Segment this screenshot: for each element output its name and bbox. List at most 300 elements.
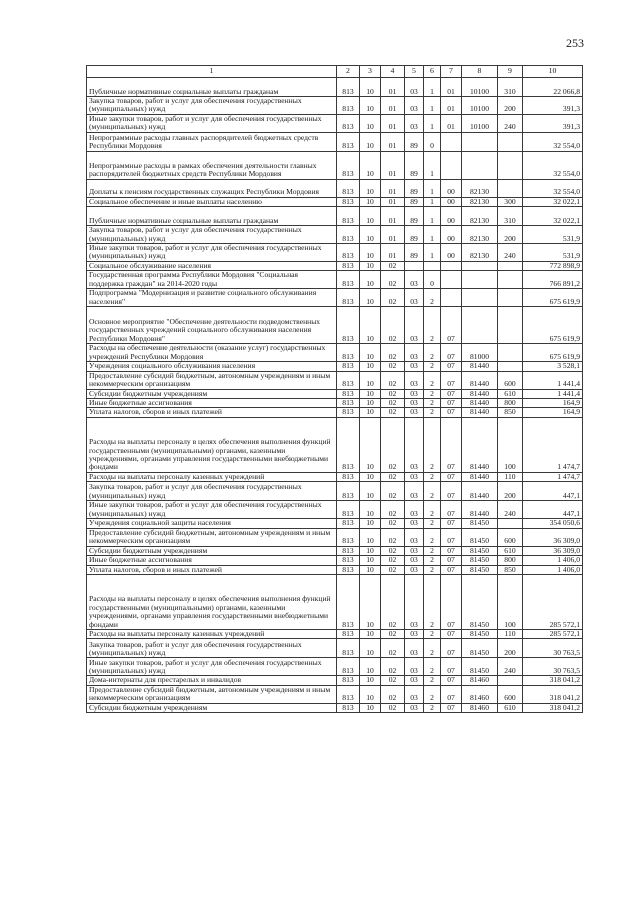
expense-type-code: 610 bbox=[498, 703, 523, 712]
subprogram-code: 2 bbox=[424, 629, 441, 638]
column-header: 7 bbox=[441, 66, 462, 78]
amount-value: 675 619,9 bbox=[523, 344, 583, 362]
table-row bbox=[87, 244, 583, 262]
expense-type-code bbox=[498, 261, 523, 270]
direction-code bbox=[462, 307, 498, 344]
direction-code: 81460 bbox=[462, 703, 498, 712]
row-label: Государственная программа Республики Мордовия "Социальная поддержка граждан" на 2014-2020 годы bbox=[87, 271, 337, 289]
program-code: 03 bbox=[405, 629, 424, 638]
direction-code: 81440 bbox=[462, 408, 498, 417]
activity-code: 00 bbox=[441, 226, 462, 244]
expense-type-code bbox=[498, 344, 523, 362]
subsection-code: 01 bbox=[381, 97, 405, 115]
direction-code: 81440 bbox=[462, 362, 498, 371]
expense-type-code: 310 bbox=[498, 78, 523, 97]
admin-code: 813 bbox=[337, 207, 360, 226]
direction-code: 81460 bbox=[462, 685, 498, 703]
activity-code: 00 bbox=[441, 207, 462, 226]
expense-type-code bbox=[498, 289, 523, 307]
amount-value: 675 619,9 bbox=[523, 307, 583, 344]
subsection-code: 02 bbox=[381, 501, 405, 519]
column-header: 6 bbox=[424, 66, 441, 78]
activity-code bbox=[441, 261, 462, 270]
amount-value: 318 041,2 bbox=[523, 685, 583, 703]
expense-type-code bbox=[498, 362, 523, 371]
activity-code: 07 bbox=[441, 703, 462, 712]
program-code: 89 bbox=[405, 226, 424, 244]
column-header: 9 bbox=[498, 66, 523, 78]
section-code: 10 bbox=[360, 658, 381, 676]
subsection-code: 02 bbox=[381, 565, 405, 574]
admin-code: 813 bbox=[337, 556, 360, 565]
expense-type-code: 240 bbox=[498, 244, 523, 262]
table-row bbox=[87, 629, 583, 638]
admin-code: 813 bbox=[337, 244, 360, 262]
subsection-code: 02 bbox=[381, 371, 405, 389]
subsection-code: 01 bbox=[381, 78, 405, 97]
table-row bbox=[87, 565, 583, 574]
admin-code: 813 bbox=[337, 197, 360, 206]
amount-value: 391,3 bbox=[523, 114, 583, 132]
row-label: Доплаты к пенсиям государственных служащих Республики Мордовия bbox=[87, 179, 337, 197]
activity-code: 07 bbox=[441, 685, 462, 703]
activity-code: 01 bbox=[441, 97, 462, 115]
section-code: 10 bbox=[360, 371, 381, 389]
subprogram-code: 0 bbox=[424, 132, 441, 151]
admin-code: 813 bbox=[337, 226, 360, 244]
admin-code: 813 bbox=[337, 565, 360, 574]
subprogram-code: 2 bbox=[424, 362, 441, 371]
table-row bbox=[87, 362, 583, 371]
subsection-code: 02 bbox=[381, 574, 405, 629]
activity-code bbox=[441, 271, 462, 289]
section-code: 10 bbox=[360, 519, 381, 528]
table-row bbox=[87, 574, 583, 629]
section-code: 10 bbox=[360, 344, 381, 362]
activity-code: 00 bbox=[441, 244, 462, 262]
section-code: 10 bbox=[360, 151, 381, 179]
row-label: Закупка товаров, работ и услуг для обеспечения государственных (муниципальных) нужд bbox=[87, 482, 337, 501]
subsection-code: 02 bbox=[381, 344, 405, 362]
row-label: Предоставление субсидий бюджетным, автономным учреждениям и иным некоммерческим организациям bbox=[87, 685, 337, 703]
table-row bbox=[87, 197, 583, 206]
subsection-code: 02 bbox=[381, 676, 405, 685]
subsection-code: 02 bbox=[381, 629, 405, 638]
subprogram-code bbox=[424, 261, 441, 270]
admin-code: 813 bbox=[337, 574, 360, 629]
program-code: 03 bbox=[405, 658, 424, 676]
subprogram-code: 2 bbox=[424, 289, 441, 307]
amount-value: 354 050,6 bbox=[523, 519, 583, 528]
column-header: 10 bbox=[523, 66, 583, 78]
direction-code: 10100 bbox=[462, 78, 498, 97]
admin-code: 813 bbox=[337, 399, 360, 408]
direction-code: 81440 bbox=[462, 501, 498, 519]
subprogram-code: 2 bbox=[424, 389, 441, 398]
program-code: 03 bbox=[405, 389, 424, 398]
table-row bbox=[87, 556, 583, 565]
table-row bbox=[87, 344, 583, 362]
section-code: 10 bbox=[360, 472, 381, 481]
activity-code: 07 bbox=[441, 676, 462, 685]
amount-value: 22 066,8 bbox=[523, 78, 583, 97]
subprogram-code: 0 bbox=[424, 271, 441, 289]
subprogram-code: 1 bbox=[424, 179, 441, 197]
table-row bbox=[87, 151, 583, 179]
program-code: 03 bbox=[405, 574, 424, 629]
activity-code: 07 bbox=[441, 307, 462, 344]
amount-value: 1 406,0 bbox=[523, 556, 583, 565]
direction-code: 81450 bbox=[462, 556, 498, 565]
table-header bbox=[87, 66, 583, 78]
admin-code: 813 bbox=[337, 97, 360, 115]
program-code: 03 bbox=[405, 307, 424, 344]
admin-code: 813 bbox=[337, 546, 360, 555]
program-code: 03 bbox=[405, 289, 424, 307]
admin-code: 813 bbox=[337, 179, 360, 197]
admin-code: 813 bbox=[337, 261, 360, 270]
activity-code bbox=[441, 289, 462, 307]
direction-code: 81450 bbox=[462, 528, 498, 546]
row-label: Иные закупки товаров, работ и услуг для обеспечения государственных (муниципальных) нужд bbox=[87, 501, 337, 519]
activity-code: 07 bbox=[441, 472, 462, 481]
direction-code: 81450 bbox=[462, 519, 498, 528]
program-code: 03 bbox=[405, 703, 424, 712]
subsection-code: 01 bbox=[381, 226, 405, 244]
budget-sheet bbox=[86, 65, 582, 713]
amount-value: 1 406,0 bbox=[523, 565, 583, 574]
program-code: 03 bbox=[405, 556, 424, 565]
activity-code: 07 bbox=[441, 362, 462, 371]
section-code: 10 bbox=[360, 244, 381, 262]
section-code: 10 bbox=[360, 261, 381, 270]
direction-code: 82130 bbox=[462, 197, 498, 206]
row-label: Социальное обслуживание населения bbox=[87, 261, 337, 270]
expense-type-code: 100 bbox=[498, 574, 523, 629]
expense-type-code bbox=[498, 519, 523, 528]
amount-value: 164,9 bbox=[523, 399, 583, 408]
column-header: 1 bbox=[87, 66, 337, 78]
admin-code: 813 bbox=[337, 408, 360, 417]
program-code: 03 bbox=[405, 417, 424, 472]
expense-type-code: 600 bbox=[498, 371, 523, 389]
program-code: 03 bbox=[405, 78, 424, 97]
program-code: 03 bbox=[405, 546, 424, 555]
expense-type-code: 800 bbox=[498, 556, 523, 565]
direction-code: 81440 bbox=[462, 472, 498, 481]
subsection-code: 02 bbox=[381, 289, 405, 307]
row-label: Иные закупки товаров, работ и услуг для обеспечения государственных (муниципальных) нужд bbox=[87, 244, 337, 262]
subprogram-code: 1 bbox=[424, 226, 441, 244]
row-label: Уплата налогов, сборов и иных платежей bbox=[87, 408, 337, 417]
expense-type-code: 200 bbox=[498, 482, 523, 501]
table-row bbox=[87, 417, 583, 472]
section-code: 10 bbox=[360, 528, 381, 546]
program-code: 03 bbox=[405, 565, 424, 574]
table-row bbox=[87, 703, 583, 712]
activity-code bbox=[441, 151, 462, 179]
subsection-code: 01 bbox=[381, 151, 405, 179]
subprogram-code: 1 bbox=[424, 78, 441, 97]
subprogram-code: 2 bbox=[424, 417, 441, 472]
amount-value: 772 898,9 bbox=[523, 261, 583, 270]
direction-code bbox=[462, 151, 498, 179]
row-label: Социальное обеспечение и иные выплаты населению bbox=[87, 197, 337, 206]
amount-value: 285 572,1 bbox=[523, 574, 583, 629]
row-label: Иные закупки товаров, работ и услуг для обеспечения государственных (муниципальных) нужд bbox=[87, 114, 337, 132]
row-label: Непрограммные расходы в рамках обеспечения деятельности главных распорядителей бюджетных средств Республики Мордовия bbox=[87, 151, 337, 179]
row-label: Предоставление субсидий бюджетным, автономным учреждениям и иным некоммерческим организациям bbox=[87, 371, 337, 389]
admin-code: 813 bbox=[337, 685, 360, 703]
activity-code: 07 bbox=[441, 482, 462, 501]
row-label: Расходы на выплаты персоналу казенных учреждений bbox=[87, 629, 337, 638]
admin-code: 813 bbox=[337, 289, 360, 307]
direction-code: 81440 bbox=[462, 399, 498, 408]
table-row bbox=[87, 676, 583, 685]
section-code: 10 bbox=[360, 639, 381, 658]
direction-code: 10100 bbox=[462, 97, 498, 115]
subsection-code: 01 bbox=[381, 179, 405, 197]
expense-type-code: 240 bbox=[498, 658, 523, 676]
table-row bbox=[87, 685, 583, 703]
subsection-code: 02 bbox=[381, 408, 405, 417]
activity-code: 07 bbox=[441, 371, 462, 389]
expense-type-code: 200 bbox=[498, 226, 523, 244]
program-code: 03 bbox=[405, 344, 424, 362]
table-row bbox=[87, 528, 583, 546]
table-row bbox=[87, 114, 583, 132]
table-body bbox=[87, 78, 583, 713]
activity-code: 07 bbox=[441, 629, 462, 638]
direction-code: 81450 bbox=[462, 574, 498, 629]
subsection-code: 02 bbox=[381, 556, 405, 565]
column-header: 8 bbox=[462, 66, 498, 78]
subprogram-code: 2 bbox=[424, 528, 441, 546]
subsection-code: 02 bbox=[381, 417, 405, 472]
row-label: Расходы на выплаты персоналу в целях обеспечения выполнения функций государственными (муниципальными) органами, казенными учреждениями, органами управления государственными внебюджетными фондами bbox=[87, 574, 337, 629]
row-label: Дома-интернаты для престарелых и инвалидов bbox=[87, 676, 337, 685]
direction-code: 10100 bbox=[462, 114, 498, 132]
amount-value: 1 474,7 bbox=[523, 417, 583, 472]
expense-type-code: 610 bbox=[498, 546, 523, 555]
direction-code: 81000 bbox=[462, 344, 498, 362]
subprogram-code: 2 bbox=[424, 501, 441, 519]
row-label: Публичные нормативные социальные выплаты гражданам bbox=[87, 207, 337, 226]
subsection-code: 02 bbox=[381, 307, 405, 344]
direction-code bbox=[462, 289, 498, 307]
table-row bbox=[87, 261, 583, 270]
row-label: Подпрограмма "Модернизация и развитие социального обслуживания населения" bbox=[87, 289, 337, 307]
direction-code: 82130 bbox=[462, 226, 498, 244]
subsection-code: 01 bbox=[381, 197, 405, 206]
admin-code: 813 bbox=[337, 114, 360, 132]
expense-type-code: 600 bbox=[498, 528, 523, 546]
activity-code: 07 bbox=[441, 399, 462, 408]
table-row bbox=[87, 639, 583, 658]
activity-code: 07 bbox=[441, 389, 462, 398]
subsection-code: 02 bbox=[381, 482, 405, 501]
expense-type-code: 240 bbox=[498, 501, 523, 519]
table-row bbox=[87, 501, 583, 519]
expense-type-code bbox=[498, 132, 523, 151]
section-code: 10 bbox=[360, 271, 381, 289]
program-code: 89 bbox=[405, 244, 424, 262]
subsection-code: 02 bbox=[381, 399, 405, 408]
section-code: 10 bbox=[360, 703, 381, 712]
subsection-code: 02 bbox=[381, 658, 405, 676]
table-row bbox=[87, 307, 583, 344]
direction-code: 81440 bbox=[462, 389, 498, 398]
direction-code bbox=[462, 132, 498, 151]
section-code: 10 bbox=[360, 132, 381, 151]
expense-type-code: 240 bbox=[498, 114, 523, 132]
column-header: 2 bbox=[337, 66, 360, 78]
program-code: 03 bbox=[405, 362, 424, 371]
direction-code bbox=[462, 271, 498, 289]
subprogram-code: 2 bbox=[424, 399, 441, 408]
amount-value: 32 022,1 bbox=[523, 207, 583, 226]
table-row bbox=[87, 179, 583, 197]
admin-code: 813 bbox=[337, 271, 360, 289]
row-label: Учреждения социальной защиты населения bbox=[87, 519, 337, 528]
program-code: 03 bbox=[405, 97, 424, 115]
admin-code: 813 bbox=[337, 501, 360, 519]
row-label: Расходы на выплаты персоналу в целях обеспечения выполнения функций государственными (муниципальными) органами, казенными учреждениями, органами управления государственными внебюджетными фондами bbox=[87, 417, 337, 472]
subsection-code: 01 bbox=[381, 114, 405, 132]
direction-code: 81450 bbox=[462, 546, 498, 555]
expense-type-code: 200 bbox=[498, 639, 523, 658]
subprogram-code: 1 bbox=[424, 114, 441, 132]
subsection-code: 02 bbox=[381, 703, 405, 712]
amount-value: 766 891,2 bbox=[523, 271, 583, 289]
row-label: Основное мероприятие "Обеспечение деятельности подведомственных государственных учреждений социального обслуживания населения Республики Мордовия" bbox=[87, 307, 337, 344]
subsection-code: 02 bbox=[381, 389, 405, 398]
program-code: 89 bbox=[405, 197, 424, 206]
section-code: 10 bbox=[360, 482, 381, 501]
section-code: 10 bbox=[360, 408, 381, 417]
subprogram-code: 2 bbox=[424, 556, 441, 565]
section-code: 10 bbox=[360, 629, 381, 638]
subprogram-code: 2 bbox=[424, 371, 441, 389]
admin-code: 813 bbox=[337, 639, 360, 658]
row-label: Закупка товаров, работ и услуг для обеспечения государственных (муниципальных) нужд bbox=[87, 97, 337, 115]
subprogram-code: 1 bbox=[424, 97, 441, 115]
expense-type-code: 100 bbox=[498, 417, 523, 472]
row-label: Расходы на выплаты персоналу казенных учреждений bbox=[87, 472, 337, 481]
subprogram-code: 2 bbox=[424, 685, 441, 703]
amount-value: 32 554,0 bbox=[523, 151, 583, 179]
header-row bbox=[87, 66, 583, 78]
amount-value: 447,1 bbox=[523, 482, 583, 501]
admin-code: 813 bbox=[337, 472, 360, 481]
row-label: Публичные нормативные социальные выплаты гражданам bbox=[87, 78, 337, 97]
table-row bbox=[87, 546, 583, 555]
program-code: 03 bbox=[405, 528, 424, 546]
table-row bbox=[87, 472, 583, 481]
amount-value: 675 619,9 bbox=[523, 289, 583, 307]
expense-type-code: 110 bbox=[498, 472, 523, 481]
program-code: 03 bbox=[405, 271, 424, 289]
subsection-code: 02 bbox=[381, 362, 405, 371]
activity-code: 07 bbox=[441, 501, 462, 519]
section-code: 10 bbox=[360, 362, 381, 371]
subprogram-code: 1 bbox=[424, 151, 441, 179]
expense-type-code: 110 bbox=[498, 629, 523, 638]
subprogram-code: 2 bbox=[424, 344, 441, 362]
admin-code: 813 bbox=[337, 528, 360, 546]
activity-code: 07 bbox=[441, 344, 462, 362]
activity-code: 07 bbox=[441, 546, 462, 555]
table-row bbox=[87, 658, 583, 676]
direction-code: 82130 bbox=[462, 207, 498, 226]
admin-code: 813 bbox=[337, 132, 360, 151]
table-row bbox=[87, 226, 583, 244]
row-label: Расходы на обеспечение деятельности (оказание услуг) государственных учреждений Республики Мордовия bbox=[87, 344, 337, 362]
expense-type-code: 310 bbox=[498, 207, 523, 226]
subsection-code: 02 bbox=[381, 546, 405, 555]
direction-code: 81450 bbox=[462, 565, 498, 574]
direction-code: 81450 bbox=[462, 658, 498, 676]
table-row bbox=[87, 408, 583, 417]
admin-code: 813 bbox=[337, 703, 360, 712]
admin-code: 813 bbox=[337, 151, 360, 179]
program-code: 89 bbox=[405, 179, 424, 197]
direction-code: 82130 bbox=[462, 179, 498, 197]
section-code: 10 bbox=[360, 179, 381, 197]
activity-code: 07 bbox=[441, 565, 462, 574]
table-row bbox=[87, 271, 583, 289]
amount-value: 1 474,7 bbox=[523, 472, 583, 481]
direction-code: 81460 bbox=[462, 676, 498, 685]
section-code: 10 bbox=[360, 417, 381, 472]
expense-type-code: 850 bbox=[498, 565, 523, 574]
page-number: 253 bbox=[566, 36, 584, 50]
subprogram-code: 2 bbox=[424, 676, 441, 685]
program-code: 03 bbox=[405, 685, 424, 703]
admin-code: 813 bbox=[337, 389, 360, 398]
section-code: 10 bbox=[360, 399, 381, 408]
table-row bbox=[87, 132, 583, 151]
amount-value: 318 041,2 bbox=[523, 703, 583, 712]
subsection-code: 02 bbox=[381, 261, 405, 270]
section-code: 10 bbox=[360, 546, 381, 555]
expense-type-code: 300 bbox=[498, 197, 523, 206]
direction-code: 81440 bbox=[462, 371, 498, 389]
expense-type-code bbox=[498, 307, 523, 344]
admin-code: 813 bbox=[337, 417, 360, 472]
program-code bbox=[405, 261, 424, 270]
admin-code: 813 bbox=[337, 676, 360, 685]
subsection-code: 02 bbox=[381, 639, 405, 658]
activity-code: 00 bbox=[441, 197, 462, 206]
subsection-code: 02 bbox=[381, 685, 405, 703]
subprogram-code: 2 bbox=[424, 574, 441, 629]
subsection-code: 02 bbox=[381, 271, 405, 289]
subprogram-code: 2 bbox=[424, 658, 441, 676]
program-code: 89 bbox=[405, 132, 424, 151]
admin-code: 813 bbox=[337, 482, 360, 501]
expense-type-code: 800 bbox=[498, 399, 523, 408]
subprogram-code: 2 bbox=[424, 639, 441, 658]
program-code: 89 bbox=[405, 151, 424, 179]
row-label: Субсидии бюджетным учреждениям bbox=[87, 703, 337, 712]
direction-code bbox=[462, 261, 498, 270]
subsection-code: 02 bbox=[381, 519, 405, 528]
row-label: Уплата налогов, сборов и иных платежей bbox=[87, 565, 337, 574]
admin-code: 813 bbox=[337, 78, 360, 97]
amount-value: 285 572,1 bbox=[523, 629, 583, 638]
activity-code: 07 bbox=[441, 574, 462, 629]
